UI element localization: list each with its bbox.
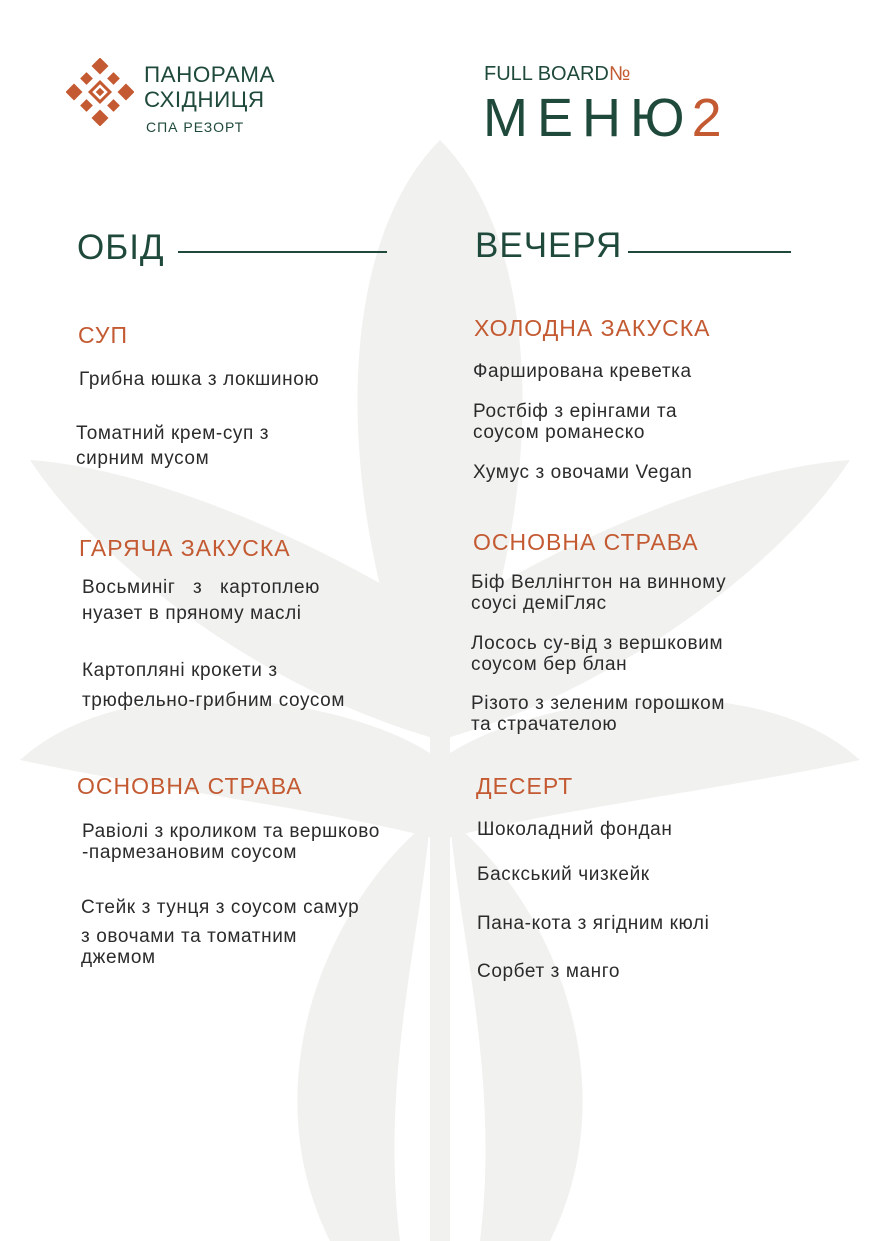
menu-item-line: нуазет в пряному маслі <box>82 603 302 624</box>
lunch-heading: ОБІД <box>77 228 165 267</box>
menu-item <box>473 401 677 443</box>
menu-item-line: -пармезановим соусом <box>82 842 298 863</box>
resort-logo-icon <box>66 58 134 126</box>
menu-item-line: Стейк з тунця з соусом самур <box>81 897 360 918</box>
menu-item <box>82 575 320 627</box>
menu-item-line: соусом бер блан <box>471 654 628 675</box>
section-title-main-course: ОСНОВНА СТРАВА <box>77 773 303 799</box>
menu-item-line: Фарширована креветка <box>473 361 692 382</box>
lunch-rule <box>178 251 387 253</box>
menu-item-line: та страчателою <box>471 714 618 735</box>
dinner-heading: ВЕЧЕРЯ <box>475 226 623 265</box>
menu-item-line: Грибна юшка з локшиною <box>79 369 320 390</box>
menu-item <box>471 633 723 675</box>
menu-item-line: соусом романеско <box>473 422 645 443</box>
brand-name-line2: СХІДНИЦЯ <box>144 87 265 112</box>
menu-item <box>477 864 650 885</box>
menu-item-line: трюфельно-грибним соусом <box>82 690 345 711</box>
menu-item-line: з овочами та томатним <box>81 926 298 947</box>
menu-word: МЕНЮ <box>483 88 694 148</box>
menu-item <box>473 361 692 382</box>
menu-item <box>79 369 319 390</box>
menu-item-line: Ростбіф з ерінгами та <box>473 401 678 422</box>
menu-item-line: Шоколадний фондан <box>477 819 673 840</box>
menu-item-line: Пана-кота з ягідним кюлі <box>477 913 710 934</box>
menu-item <box>477 819 672 840</box>
menu-item-line: Томатний крем-суп з <box>76 423 270 444</box>
menu-item-line: Хумус з овочами Vegan <box>473 462 693 483</box>
menu-title <box>483 86 722 150</box>
menu-item-line: Лосось су-від з вершковим <box>471 633 724 654</box>
menu-number: 2 <box>691 88 722 148</box>
section-title-cold-starter: ХОЛОДНА ЗАКУСКА <box>474 315 711 341</box>
board-label: FULL BOARD <box>484 63 609 85</box>
menu-item <box>82 656 345 716</box>
dinner-rule <box>628 251 791 253</box>
section-title-main-course-dinner: ОСНОВНА СТРАВА <box>473 529 699 555</box>
menu-item-line: соусі деміГляс <box>471 593 607 614</box>
menu-item <box>471 693 725 735</box>
menu-item-line: Різото з зеленим горошком <box>471 693 726 714</box>
menu-item-line: джемом <box>81 947 156 968</box>
menu-item-line: сирним мусом <box>76 448 210 469</box>
menu-item <box>82 821 380 863</box>
menu-item <box>471 572 726 614</box>
brand-name-line1: ПАНОРАМА <box>144 62 275 87</box>
menu-item-line: Картопляні крокети з <box>82 660 278 681</box>
menu-item <box>473 462 692 483</box>
menu-item <box>81 897 359 968</box>
menu-item-line: Восьминіг з картоплею <box>82 577 321 598</box>
menu-item <box>477 913 709 934</box>
number-sign: № <box>608 63 631 85</box>
board-type <box>484 63 630 86</box>
menu-item-line: Баскський чизкейк <box>477 864 650 885</box>
menu-item-line: Сорбет з манго <box>477 961 621 982</box>
section-title-dessert: ДЕСЕРТ <box>476 773 574 799</box>
brand-logotype <box>144 62 275 135</box>
brand-subtitle: СПА РЕЗОРТ <box>146 119 245 135</box>
section-title-hot-starter: ГАРЯЧА ЗАКУСКА <box>79 535 291 561</box>
menu-item <box>477 961 620 982</box>
menu-item-line: Біф Веллінгтон на винному <box>471 572 727 593</box>
section-title-soup: СУП <box>78 322 128 348</box>
menu-item-line: Равіолі з кроликом та вершково <box>82 821 380 842</box>
menu-item <box>76 421 269 471</box>
